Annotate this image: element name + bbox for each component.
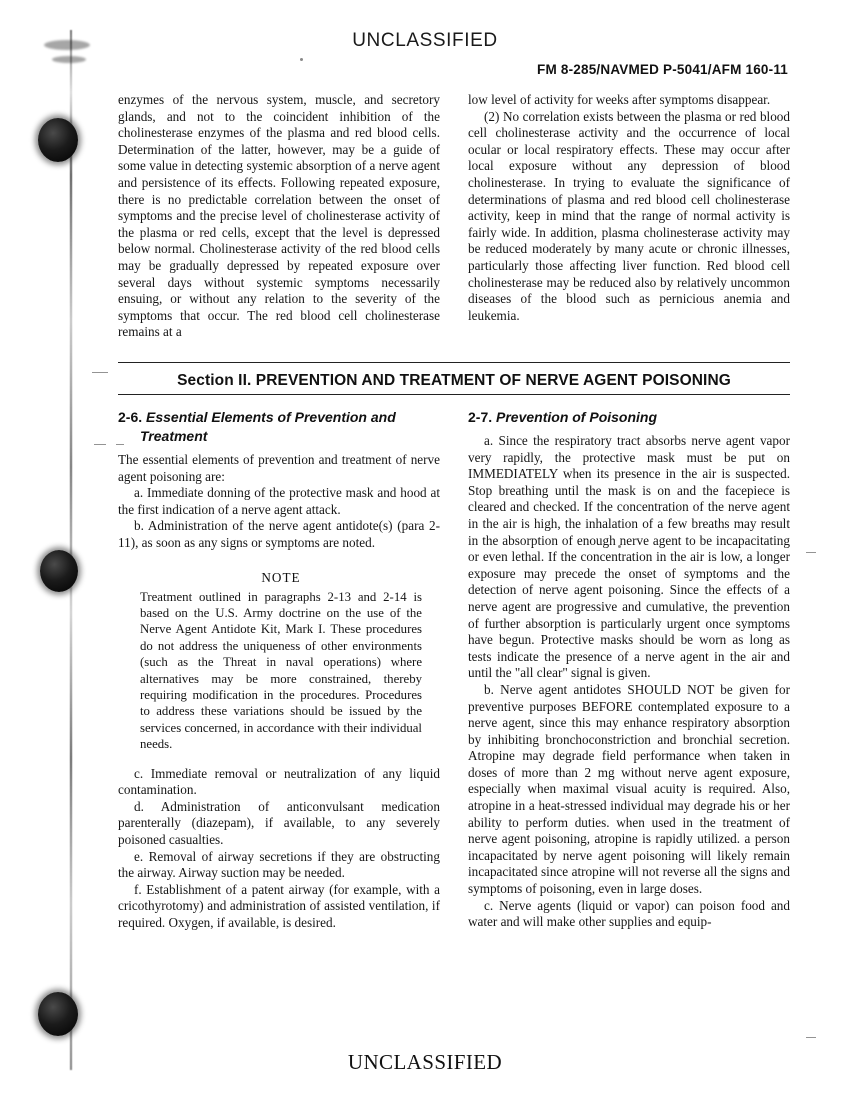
paragraph-heading-2-7 — [468, 408, 790, 427]
paragraph-number: 2-7. — [468, 409, 493, 425]
body-paragraph: enzymes of the nervous system, muscle, and secretory glands, and not to the coincident inhibition of the cholinesterase enzymes of the plasma and red blood cells. Determination of the latter, however, may be a guide of some value in detecting systemic absorption of a nerve agent and persistence of its effects. Following repeated exposure, there is no predictable correlation between the onset of symptoms and the precise level of cholinesterase activity of the plasma or red cells, except that the level is depressed below normal. Cholinesterase activity of the red blood cells may be gradually depressed by repeated exposure over several days without systemic symptoms necessarily ensuing, or without any relation to the severity of the symptoms that occur. The red blood cell cholinesterase remains at a — [118, 92, 440, 340]
note-text: Treatment outlined in paragraphs 2-13 and 2-14 is based on the U.S. Army doctrine on the use of the Nerve Agent Antidote Kit, Mark I. These procedures do not address the uniqueness of other environments (such as the Threat in naval operations) where alternatives may be more constrained, thereby requiring modification in the procedures. Procedures to address these variations should be issued by the services concerned, in accordance with their individual needs. — [140, 589, 422, 752]
classification-banner-bottom: UNCLASSIFIED — [347, 1050, 503, 1074]
section-rule-bottom — [118, 394, 790, 395]
classification-banner-top: UNCLASSIFIED — [352, 30, 498, 51]
scan-mark — [92, 372, 108, 373]
scan-mark — [806, 1037, 816, 1038]
section-heading: Section II. PREVENTION AND TREATMENT OF NERVE AGENT POISONING — [177, 372, 731, 389]
body-paragraph: (2) No correlation exists between the plasma or red blood cell cholinesterase activity and the occurrence of local ocular or local respiratory effects. These may occur after local exposure without any depression of blood cholinesterase. In trying to evaluate the significance of determinations of plasma and red blood cell cholinesterase activity, keep in mind that the range of normal activity is fairly wide. In addition, plasma cholinesterase activity may be reduced moderately by many acute or chronic illnesses, particularly those affecting liver function. Red blood cell cholinesterase may be reduced also by relatively uncommon diseases of the blood such as pernicious anemia and leukemia. — [468, 108, 790, 323]
binding-hole — [38, 992, 78, 1036]
body-paragraph: e. Removal of airway secretions if they are obstructing the airway. Airway suction may be needed. — [118, 848, 440, 881]
scan-mark — [806, 552, 816, 553]
body-paragraph: The essential elements of prevention and treatment of nerve agent poisoning are: — [118, 452, 440, 484]
binding-hole — [40, 550, 78, 592]
body-paragraph: c. Nerve agents (liquid or vapor) can poison food and water and will make other supplies and equip- — [468, 897, 790, 930]
body-paragraph: b. Administration of the nerve agent antidote(s) (para 2-11), as soon as any signs or symptoms are noted. — [118, 518, 440, 550]
body-paragraph: f. Establishment of a patent airway (for example, with a cricothyrotomy) and administration of assisted ventilation, if required. Oxygen, if available, is desired. — [118, 881, 440, 930]
lower-left-column — [118, 408, 440, 932]
body-paragraph: c. Immediate removal or neutralization of any liquid contamination. — [118, 765, 440, 798]
body-paragraph: a. Immediate donning of the protective mask and hood at the first indication of a nerve agent attack. — [118, 485, 440, 517]
scan-smudge — [52, 56, 86, 63]
note-block — [118, 570, 440, 753]
scan-binding-artifacts — [60, 30, 82, 1070]
spine-line — [70, 30, 72, 1070]
document-identifier: FM 8-285/NAVMED P-5041/AFM 160-11 — [537, 62, 788, 77]
section-rule-top — [118, 362, 790, 363]
paragraph-heading-2-6 — [118, 408, 440, 446]
upper-body-columns — [118, 92, 790, 341]
paragraph-title: Essential Elements of Prevention and Treatment — [140, 409, 396, 444]
upper-right-column — [468, 92, 790, 341]
lower-body-columns — [118, 408, 790, 932]
paragraph-number: 2-6. — [118, 409, 143, 425]
note-label: NOTE — [261, 569, 301, 585]
body-paragraph: b. Nerve agent antidotes SHOULD NOT be given for preventive purposes BEFORE contemplated exposure to a nerve agent, since this may enhance respiratory absorption by inhibiting bronchoconstriction and bronchial secretion. Atropine may degrade field performance when taken in doses of more than 2 mg without nerve agent exposure, especially when maximal visual acuity is required. Also, atropine in a heat-stressed individual may degrade his or her ability to perform duties. when used in the treatment of nerve agent poisoning, atropine is rapidly utilized. a person incapacitated by nerve agent poisoning will likely remain incapacitated since atropine will not reverse all the signs and symptoms of poisoning, even in large doses. — [468, 681, 790, 897]
upper-left-column — [118, 92, 440, 341]
lower-right-column — [468, 408, 790, 932]
body-paragraph: d. Administration of anticonvulsant medication parenterally (diazepam), if available, to any severely poisoned casualties. — [118, 798, 440, 847]
scan-speck — [300, 58, 303, 61]
paragraph-title: Prevention of Poisoning — [496, 409, 658, 425]
binding-hole — [38, 118, 78, 162]
scan-mark — [94, 444, 106, 445]
body-paragraph: a. Since the respiratory tract absorbs nerve agent vapor very rapidly, the protective mask must be put on IMMEDIATELY when its presence in the air is suspected. Stop breathing until the mask is on and the facepiece is cleared and checked. If the concentration of the nerve agent in the air is high, the inhalation of a few breaths may result in the absorption of enough nerve agent to be incapacitating or even lethal. If the concentration in the air is low, a longer exposure may precede the onset of symptoms and the detection of nerve agent poisoning. Since the effects of a nerve agent are progressive and cumulative, the prevention of further absorption is particularly urgent once symptoms have begun. Protective masks should be worn as long as tests indicate the presence of a nerve agent in the air and until the "all clear" signal is given. — [468, 433, 790, 681]
body-paragraph: low level of activity for weeks after symptoms disappear. — [468, 92, 771, 107]
